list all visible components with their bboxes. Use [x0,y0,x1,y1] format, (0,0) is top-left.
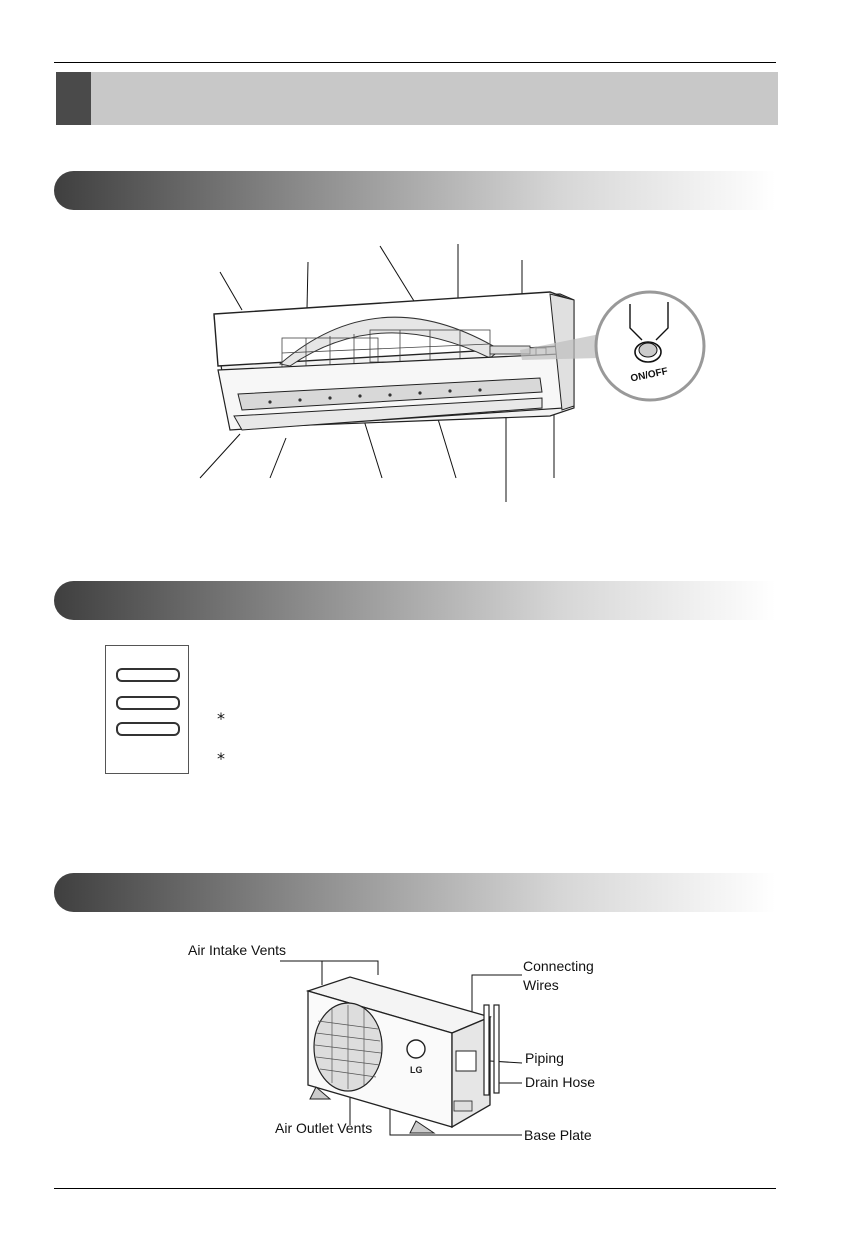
section-bar-outdoor-unit [54,873,776,912]
outdoor-unit-illustration [190,955,530,1145]
brand-logo: LG [410,1065,423,1075]
label-base-plate: Base Plate [524,1127,592,1143]
label-air-intake-vents: Air Intake Vents [188,942,287,958]
section-bar-display [54,581,776,620]
chapter-title-tab [56,72,91,125]
top-rule [54,62,776,63]
indicator-slot [116,668,180,682]
label-air-outlet-vents: Air Outlet Vents [275,1120,373,1136]
section-bar-indoor-unit [54,171,776,210]
onoff-button-label: ON/OFF [629,365,669,385]
bottom-rule [54,1188,776,1189]
label-piping: Piping [525,1050,564,1066]
note-asterisk: * [217,749,225,768]
note-asterisk: * [217,709,225,728]
label-connecting-wires: Connecting [523,958,594,974]
label-drain-hose: Drain Hose [525,1074,596,1090]
indoor-unit-illustration [190,238,730,508]
label-connecting-wires-line2: Wires [523,977,559,993]
indicator-slot [116,722,180,736]
display-panel [105,645,189,774]
chapter-title-band [56,72,778,125]
indicator-slot [116,696,180,710]
